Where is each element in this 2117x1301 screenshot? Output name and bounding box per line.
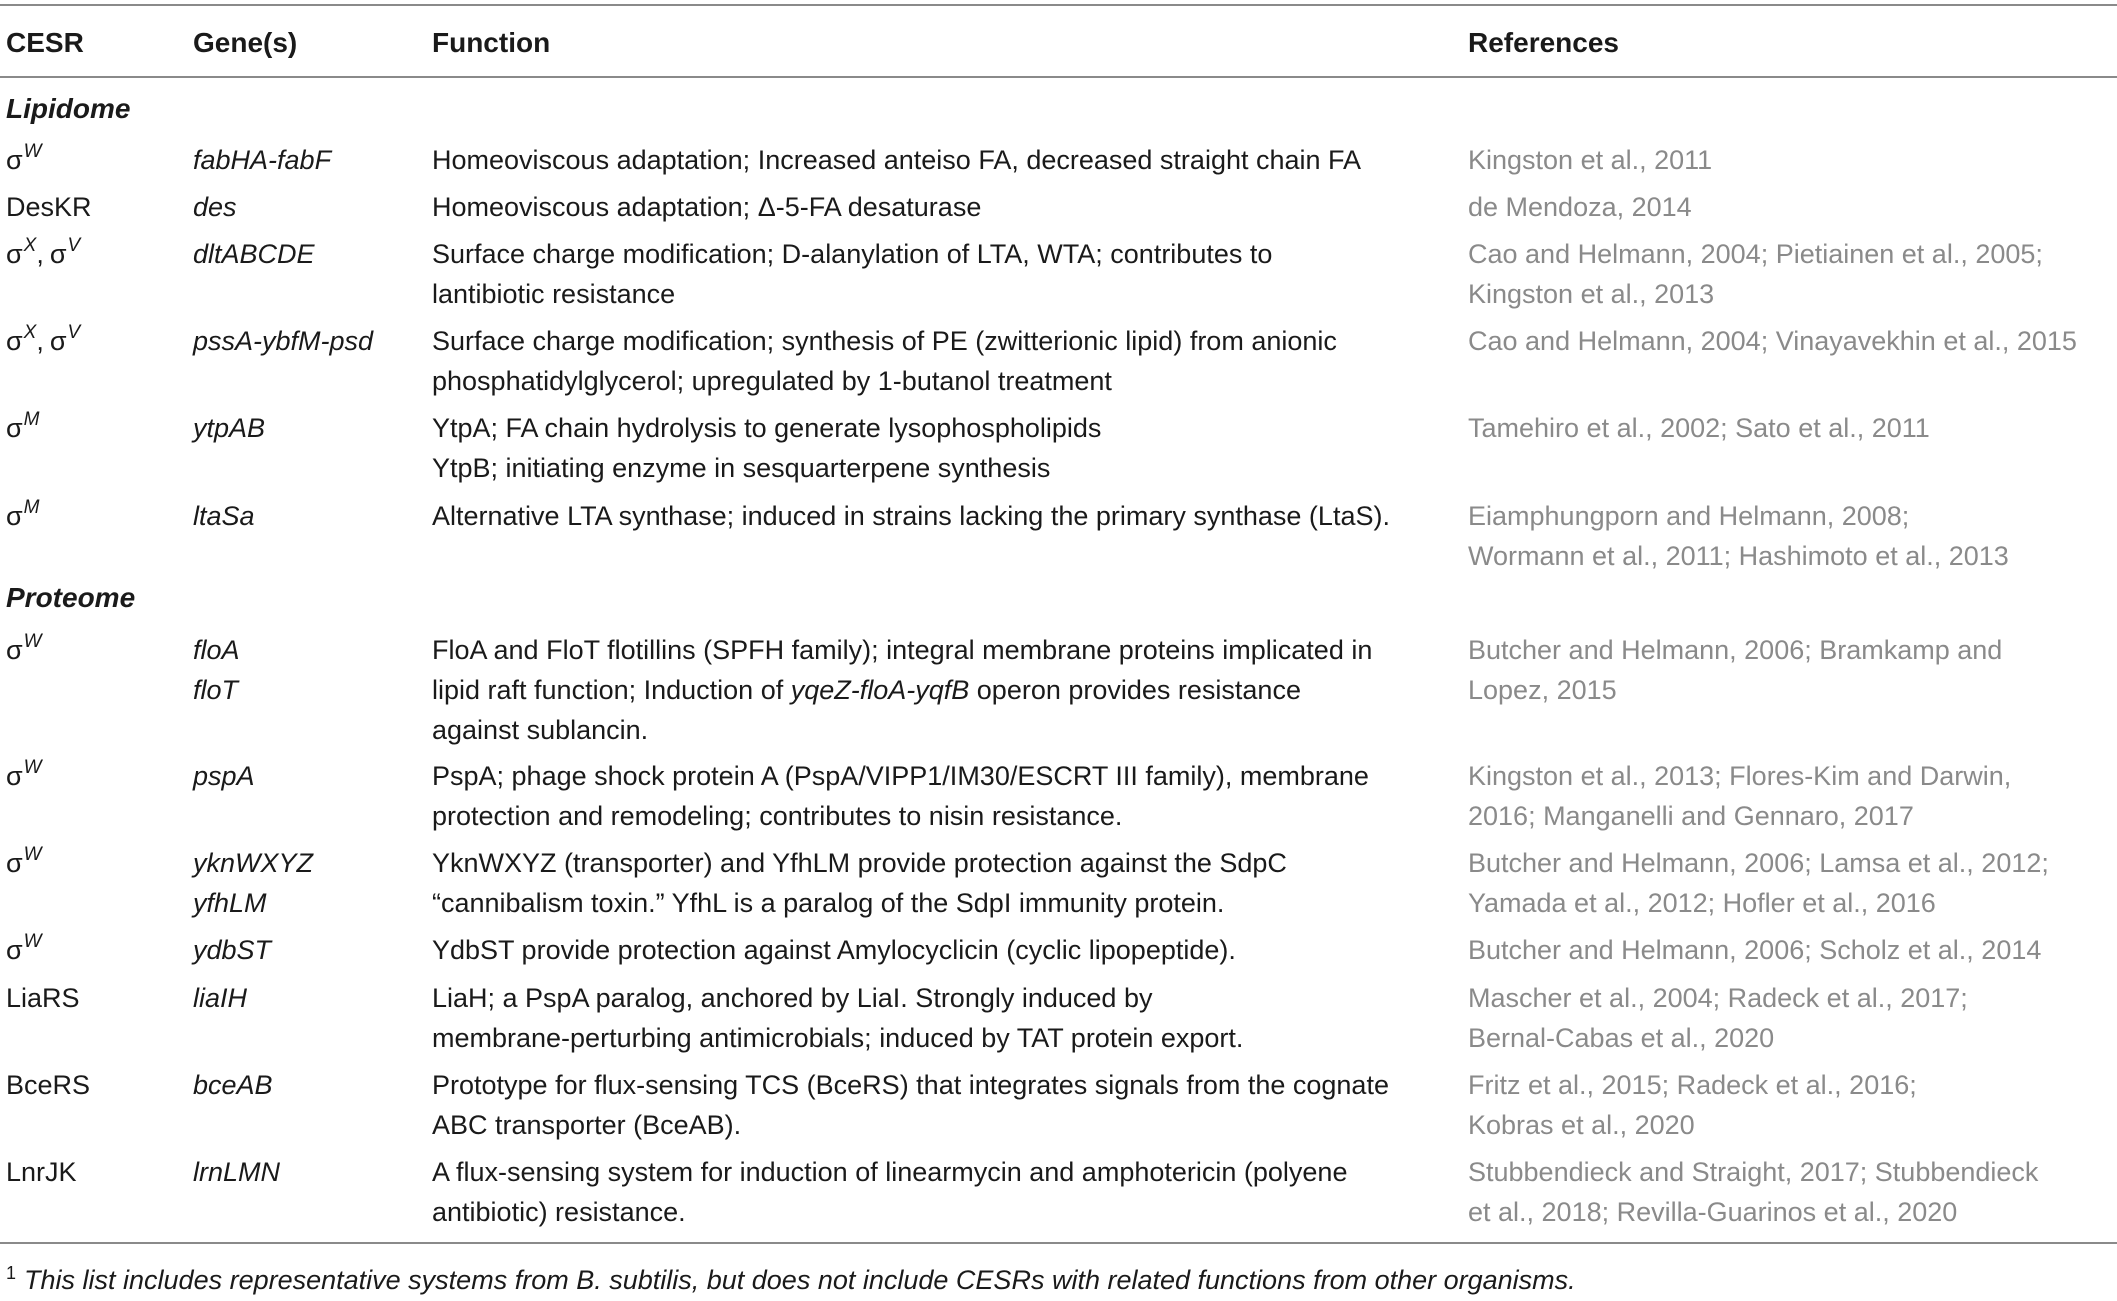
gene-name: bceAB (193, 1070, 273, 1100)
function-text: lipid raft function; Induction of yqeZ-floA-yqfB operon provides resistance (432, 675, 1301, 705)
reference-link[interactable]: Lopez, 2015 (1468, 675, 1617, 705)
function-text: YtpA; FA chain hydrolysis to generate lysophospholipids (432, 413, 1102, 443)
footnote-number: 1 (6, 1263, 17, 1283)
cesr-sigma: $\sigma^W$ (6, 631, 42, 665)
gene-name: ytpAB (193, 413, 266, 443)
reference-link[interactable]: Yamada et al., 2012; Hofler et al., 2016 (1468, 888, 1936, 918)
function-text: Prototype for flux-sensing TCS (BceRS) that integrates signals from the cognate (432, 1070, 1389, 1100)
gene-name: lrnLMN (193, 1157, 281, 1187)
function-text: “cannibalism toxin.” YfhL is a paralog of the SdpI immunity protein. (432, 888, 1225, 918)
header-function: Function (432, 27, 551, 58)
reference-link[interactable]: Kingston et al., 2011 (1468, 145, 1713, 175)
header-cesr: CESR (6, 27, 84, 58)
header-genes: Gene(s) (193, 27, 298, 58)
reference-link[interactable]: Fritz et al., 2015; Radeck et al., 2016; (1468, 1070, 1917, 1100)
reference-link[interactable]: Butcher and Helmann, 2006; Scholz et al., 2014 (1468, 935, 2042, 965)
function-text: A flux-sensing system for induction of linearmycin and amphotericin (polyene (432, 1157, 1348, 1187)
gene-name: dltABCDE (193, 239, 315, 269)
gene-name: ltaSa (193, 501, 255, 531)
function-text: protection and remodeling; contributes to nisin resistance. (432, 801, 1123, 831)
cesr-sigma: $\sigma^W$ (6, 757, 42, 791)
function-text: YdbST provide protection against Amylocyclicin (cyclic lipopeptide). (432, 935, 1236, 965)
bottom-rule (0, 1242, 2117, 1244)
gene-name: floA (193, 635, 240, 665)
function-text: lantibiotic resistance (432, 279, 676, 309)
section-proteome: Proteome (6, 582, 136, 613)
gene-name: floT (193, 675, 239, 705)
function-text: FloA and FloT flotillins (SPFH family); integral membrane proteins implicated in (432, 635, 1373, 665)
function-text: Homeoviscous adaptation; Increased anteiso FA, decreased straight chain FA (432, 145, 1362, 175)
cesr-sigma: $\sigma^M$ (6, 409, 40, 443)
cesr-name: LiaRS (6, 983, 80, 1013)
cesr-name: DesKR (6, 192, 92, 222)
gene-name: yfhLM (193, 888, 267, 918)
function-text: YknWXYZ (transporter) and YfhLM provide protection against the SdpC (432, 848, 1287, 878)
cesr-sigma: $\sigma^M$ (6, 497, 40, 531)
function-text: membrane-perturbing antimicrobials; induced by TAT protein export. (432, 1023, 1244, 1053)
gene-name: yknWXYZ (193, 848, 314, 878)
function-text: Surface charge modification; synthesis of PE (zwitterionic lipid) from anionic (432, 326, 1337, 356)
gene-name: des (193, 192, 237, 222)
reference-link[interactable]: Wormann et al., 2011; Hashimoto et al., 2013 (1468, 541, 2009, 571)
function-text: LiaH; a PspA paralog, anchored by LiaI. Strongly induced by (432, 983, 1153, 1013)
table-footnote (6, 1262, 1576, 1301)
reference-link[interactable]: Eiamphungporn and Helmann, 2008; (1468, 501, 1910, 531)
function-text: Alternative LTA synthase; induced in strains lacking the primary synthase (LtaS). (432, 501, 1390, 531)
reference-link[interactable]: Butcher and Helmann, 2006; Bramkamp and (1468, 635, 2003, 665)
reference-link[interactable]: et al., 2018; Revilla-Guarinos et al., 2020 (1468, 1197, 1958, 1227)
cesr-sigma: $\sigma^X$, $\sigma^V$ (6, 322, 81, 356)
gene-name: liaIH (193, 983, 248, 1013)
reference-link[interactable]: Kingston et al., 2013 (1468, 279, 1715, 309)
reference-link[interactable]: de Mendoza, 2014 (1468, 192, 1692, 222)
cesr-name: LnrJK (6, 1157, 77, 1187)
function-text: phosphatidylglycerol; upregulated by 1-butanol treatment (432, 366, 1112, 396)
cesr-sigma: $\sigma^X$, $\sigma^V$ (6, 235, 81, 269)
function-text: PspA; phage shock protein A (PspA/VIPP1/IM30/ESCRT III family), membrane (432, 761, 1369, 791)
cesr-sigma: $\sigma^W$ (6, 931, 42, 965)
reference-link[interactable]: Bernal-Cabas et al., 2020 (1468, 1023, 1775, 1053)
header-rule (0, 76, 2117, 78)
cesr-sigma: $\sigma^W$ (6, 141, 42, 175)
reference-link[interactable]: Cao and Helmann, 2004; Vinayavekhin et al., 2015 (1468, 326, 2077, 356)
reference-link[interactable]: Kobras et al., 2020 (1468, 1110, 1695, 1140)
reference-link[interactable]: Butcher and Helmann, 2006; Lamsa et al., 2012; (1468, 848, 2049, 878)
reference-link[interactable]: Mascher et al., 2004; Radeck et al., 2017; (1468, 983, 1968, 1013)
reference-link[interactable]: 2016; Manganelli and Gennaro, 2017 (1468, 801, 1914, 831)
footnote-text: This list includes representative systems from B. subtilis, but does not include CESRs with related functions from other organisms. (24, 1265, 1576, 1295)
cesr-sigma: $\sigma^W$ (6, 844, 42, 878)
top-rule (0, 4, 2117, 6)
gene-name: fabHA-fabF (193, 145, 332, 175)
function-text: ABC transporter (BceAB). (432, 1110, 742, 1140)
header-references: References (1468, 27, 1619, 58)
function-text: Surface charge modification; D-alanylation of LTA, WTA; contributes to (432, 239, 1273, 269)
gene-name: ydbST (193, 935, 272, 965)
section-lipidome: Lipidome (6, 93, 131, 124)
reference-link[interactable]: Stubbendieck and Straight, 2017; Stubbendieck (1468, 1157, 2039, 1187)
function-text: YtpB; initiating enzyme in sesquarterpene synthesis (432, 453, 1051, 483)
gene-name: pspA (193, 761, 255, 791)
reference-link[interactable]: Tamehiro et al., 2002; Sato et al., 2011 (1468, 413, 1930, 443)
function-text: Homeoviscous adaptation; Δ-5-FA desaturase (432, 192, 982, 222)
function-text: against sublancin. (432, 715, 649, 745)
gene-name: pssA-ybfM-psd (193, 326, 374, 356)
reference-link[interactable]: Cao and Helmann, 2004; Pietiainen et al., 2005; (1468, 239, 2043, 269)
function-text: antibiotic) resistance. (432, 1197, 686, 1227)
reference-link[interactable]: Kingston et al., 2013; Flores-Kim and Darwin, (1468, 761, 2012, 791)
cesr-name: BceRS (6, 1070, 91, 1100)
